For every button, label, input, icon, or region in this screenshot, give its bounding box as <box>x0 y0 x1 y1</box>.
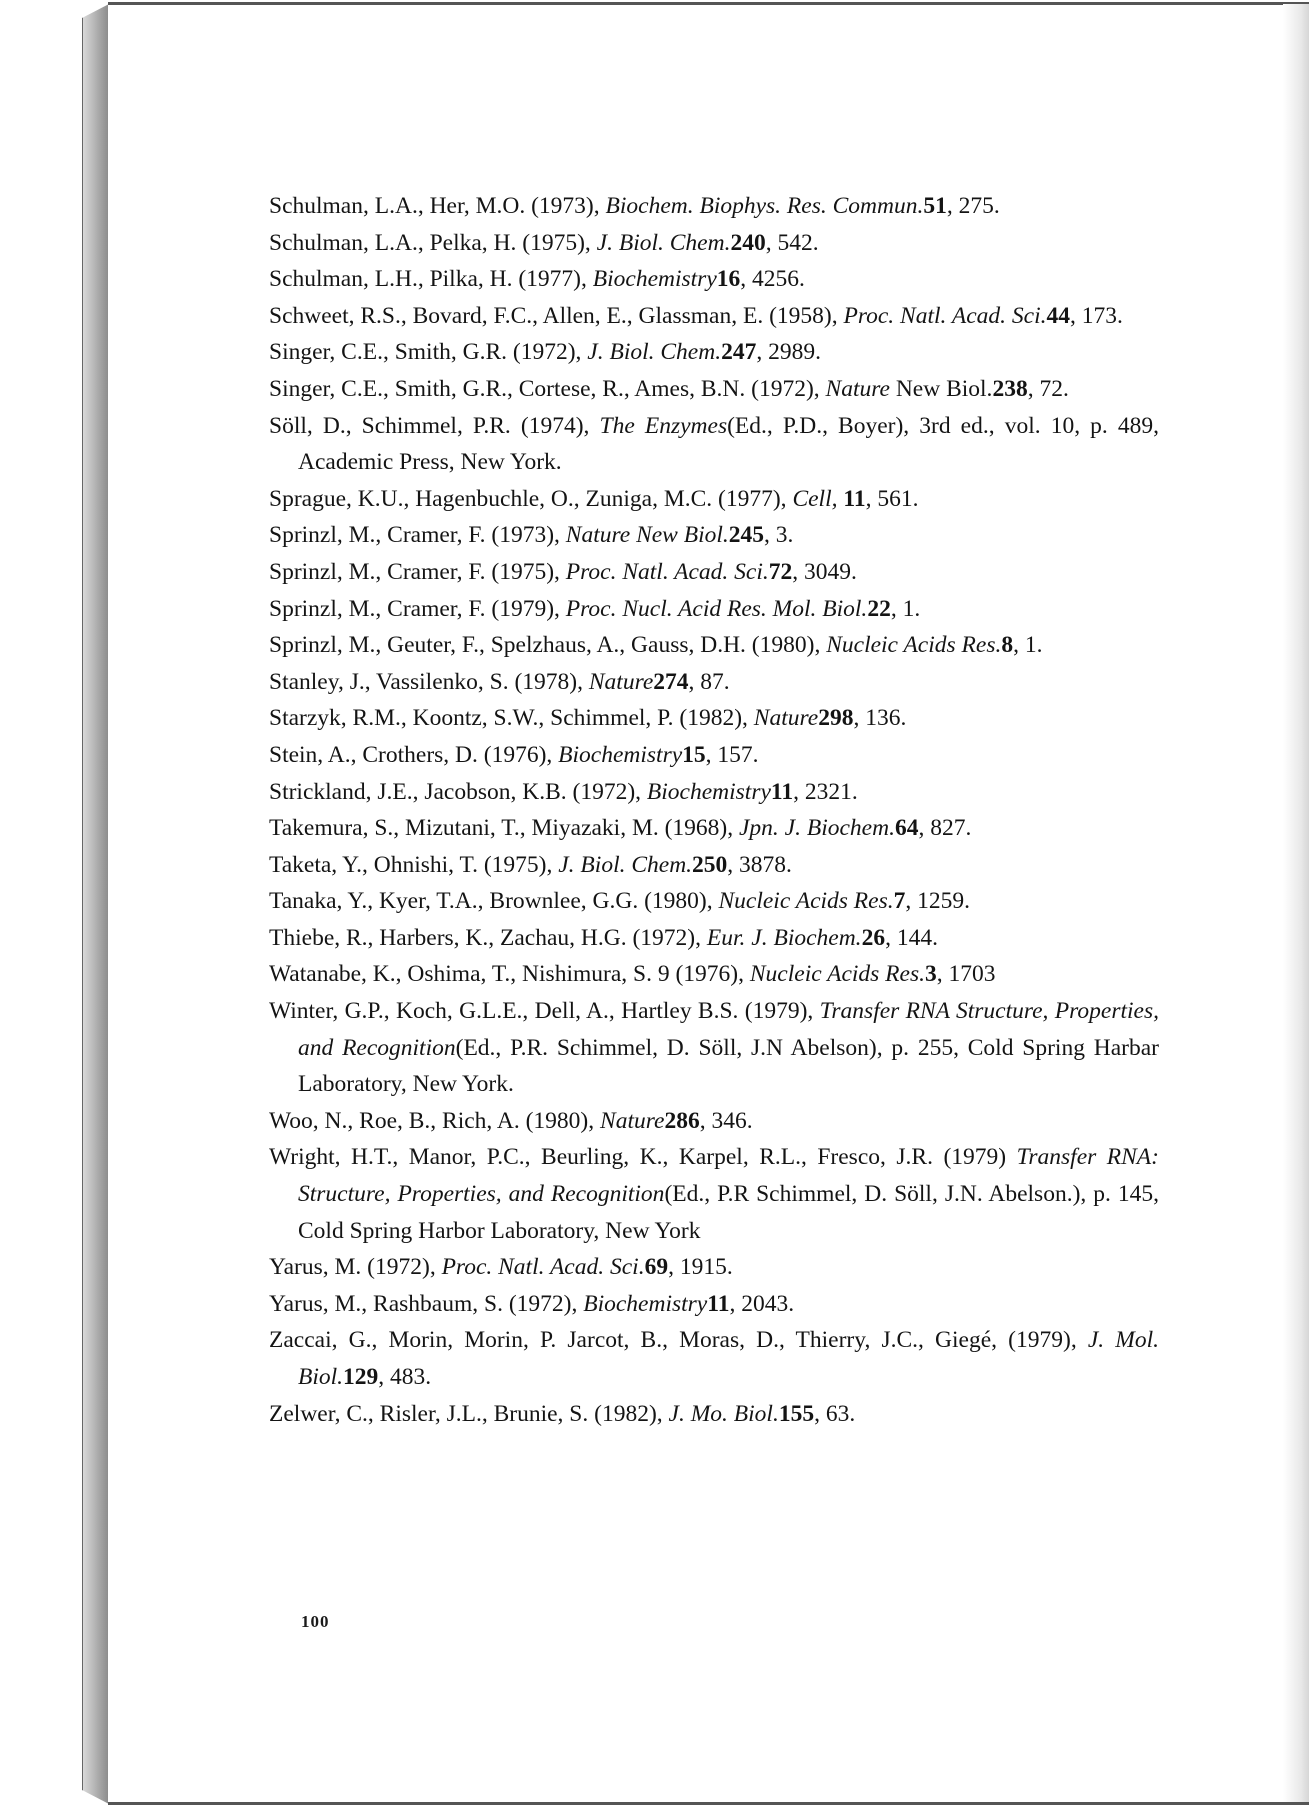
reference-volume: 155 <box>778 1400 815 1427</box>
reference-journal: J. Mol. Biol. <box>298 1327 1159 1390</box>
reference-journal: Proc. Natl. Acad. Sci. <box>843 302 1047 329</box>
reference-pages: , 3. <box>764 522 794 549</box>
reference-volume: 7 <box>893 888 906 915</box>
reference-entry <box>269 554 1159 591</box>
reference-pages: , 173. <box>1069 302 1123 329</box>
reference-entry <box>269 810 1159 847</box>
book-bottom-edge <box>108 1802 1309 1805</box>
reference-authors-year: Winter, G.P., Koch, G.L.E., Dell, A., Hartley B.S. (1979), <box>269 998 820 1025</box>
reference-authors-year: Stein, A., Crothers, D. (1976), <box>269 741 559 768</box>
reference-pages: , 144. <box>885 924 938 951</box>
reference-authors-year: Sprague, K.U., Hagenbuchle, O., Zuniga, M.C. (1977), <box>269 485 793 512</box>
reference-volume: 286 <box>664 1107 700 1134</box>
reference-authors-year: Sprinzl, M., Cramer, F. (1979), <box>269 595 566 622</box>
reference-journal: Proc. Nucl. Acid Res. Mol. Biol. <box>565 595 868 622</box>
reference-journal: Biochem. Biophys. Res. Commun. <box>605 193 924 219</box>
reference-volume: 11 <box>837 485 866 512</box>
reference-entry <box>269 261 1159 298</box>
reference-authors-year: Taketa, Y., Ohnishi, T. (1975), <box>269 851 559 878</box>
reference-details: (Ed., P.D., Boyer), 3rd ed., vol. 10, p. 489, Academic Press, New York. <box>298 412 1159 476</box>
reference-volume: 22 <box>867 595 891 622</box>
reference-volume: 245 <box>728 522 765 549</box>
reference-authors-year: Schweet, R.S., Bovard, F.C., Allen, E., Glassman, E. (1958), <box>269 302 844 329</box>
reference-entry <box>269 517 1159 554</box>
reference-authors-year: Schulman, L.A., Her, M.O. (1973), <box>269 193 606 219</box>
reference-pages: , 4256. <box>740 266 805 293</box>
reference-details: (Ed., P.R. Schimmel, D. Söll, J.N Abelson), p. 255, Cold Spring Harbar Laboratory, New York. <box>298 1034 1159 1098</box>
reference-entry <box>269 847 1159 884</box>
reference-entry <box>269 298 1159 335</box>
reference-volume: 240 <box>730 229 766 256</box>
reference-volume: 11 <box>770 778 794 805</box>
reference-authors-year: Woo, N., Roe, B., Rich, A. (1980), <box>269 1107 601 1134</box>
book-right-edge <box>1283 4 1309 1802</box>
reference-pages: , 1703 <box>936 961 996 988</box>
reference-authors-year: Zaccai, G., Morin, Morin, P. Jarcot, B., Moras, D., Thierry, J.C., Giegé, (1979), <box>269 1327 1088 1354</box>
reference-journal: Nucleic Acids Res. <box>826 632 1002 659</box>
reference-pages: , 1. <box>1013 632 1043 659</box>
reference-authors-year: Schulman, L.A., Pelka, H. (1975), <box>269 229 597 256</box>
reference-authors-year: Sprinzl, M., Geuter, F., Spelzhaus, A., Gauss, D.H. (1980), <box>269 632 827 659</box>
reference-authors-year: Thiebe, R., Harbers, K., Zachau, H.G. (1972), <box>269 924 707 951</box>
reference-entry <box>269 371 1159 408</box>
reference-volume: 8 <box>1001 632 1014 659</box>
reference-pages: , 561. <box>865 485 919 512</box>
reference-journal: Biochemistry <box>646 778 771 805</box>
reference-journal: Eur. J. Biochem. <box>706 924 862 951</box>
book-spine <box>82 4 109 1804</box>
reference-pages: , 72. <box>1027 375 1069 402</box>
reference-pages: , 1915. <box>668 1254 733 1281</box>
reference-authors-year: Yarus, M., Rashbaum, S. (1972), <box>269 1290 584 1317</box>
reference-entry <box>269 1286 1159 1323</box>
reference-volume: 44 <box>1046 302 1070 329</box>
reference-entry <box>269 774 1159 811</box>
reference-entry <box>269 1322 1159 1395</box>
reference-entry <box>269 1396 1159 1433</box>
reference-entry <box>269 188 1159 225</box>
reference-journal: Biochemistry <box>592 266 717 293</box>
reference-volume: 64 <box>894 815 919 842</box>
reference-journal: J. Biol. Chem. <box>587 339 722 366</box>
reference-journal: Jpn. J. Biochem. <box>739 815 895 842</box>
reference-volume: 51 <box>923 193 947 219</box>
reference-entry <box>269 225 1159 262</box>
reference-journal: Proc. Natl. Acad. Sci. <box>441 1254 645 1281</box>
reference-volume: 238 <box>992 375 1028 402</box>
reference-pages: , 275. <box>946 193 1000 219</box>
reference-pages: , 63. <box>814 1400 856 1427</box>
reference-authors-year: Söll, D., Schimmel, P.R. (1974), <box>269 412 600 439</box>
reference-authors-year: Singer, C.E., Smith, G.R., Cortese, R., Ames, B.N. (1972), <box>269 375 826 402</box>
reference-pages: , 827. <box>918 815 972 842</box>
reference-volume: 3 <box>925 961 937 988</box>
reference-pages: , 136. <box>853 705 907 732</box>
reference-journal: J. Mo. Biol. <box>668 1400 779 1427</box>
reference-pages: , 2043. <box>729 1290 795 1317</box>
reference-authors-year: Strickland, J.E., Jacobson, K.B. (1972), <box>269 778 647 805</box>
reference-authors-year: Tanaka, Y., Kyer, T.A., Brownlee, G.G. (1980), <box>269 888 719 915</box>
reference-entry <box>269 334 1159 371</box>
reference-authors-year: Singer, C.E., Smith, G.R. (1972), <box>269 339 588 366</box>
reference-authors-year: Stanley, J., Vassilenko, S. (1978), <box>269 668 589 695</box>
reference-journal: Transfer RNA: Structure, Properties, and Recognition <box>298 1144 1159 1208</box>
reference-entry <box>269 700 1159 737</box>
reference-authors-year: Zelwer, C., Risler, J.L., Brunie, S. (1982), <box>269 1400 669 1427</box>
reference-journal: J. Biol. Chem. <box>558 851 693 878</box>
reference-entry <box>269 883 1159 920</box>
reference-volume: 129 <box>343 1364 379 1390</box>
reference-journal: Nature New Biol. <box>565 522 729 549</box>
reference-journal: Nature <box>825 375 890 402</box>
reference-volume: 298 <box>818 705 854 732</box>
reference-volume: 26 <box>861 924 886 951</box>
reference-pages: , 2989. <box>756 339 821 366</box>
reference-entry <box>269 591 1159 628</box>
reference-entry <box>269 956 1159 993</box>
reference-authors-year: Sprinzl, M., Cramer, F. (1973), <box>269 522 566 549</box>
reference-list <box>269 188 1159 1432</box>
reference-entry <box>269 408 1159 481</box>
reference-entry <box>269 1139 1159 1249</box>
reference-volume: 274 <box>653 668 689 695</box>
reference-authors-year: Schulman, L.H., Pilka, H. (1977), <box>269 266 593 293</box>
reference-details: (Ed., P.R Schimmel, D. Söll, J.N. Abelson.), p. 145, Cold Spring Harbor Laboratory, New York <box>298 1181 1159 1244</box>
reference-entry <box>269 481 1159 518</box>
reference-entry <box>269 664 1159 701</box>
reference-authors-year: Wright, H.T., Manor, P.C., Beurling, K., Karpel, R.L., Fresco, J.R. (1979) <box>269 1144 1017 1171</box>
reference-pages: , 3049. <box>792 558 857 585</box>
reference-pages: , 542. <box>765 229 819 256</box>
reference-pages: , 87. <box>688 668 730 695</box>
reference-pages: , 483. <box>378 1364 432 1390</box>
reference-pages: , 1. <box>890 595 921 622</box>
reference-journal: Nature <box>600 1107 665 1134</box>
reference-volume: 250 <box>692 851 728 878</box>
reference-journal: Transfer RNA Structure, Properties, and Recognition <box>298 998 1159 1061</box>
reference-volume: 247 <box>721 339 757 366</box>
reference-entry <box>269 627 1159 664</box>
reference-authors-year: Sprinzl, M., Cramer, F. (1975), <box>269 558 566 585</box>
reference-authors-year: Starzyk, R.M., Koontz, S.W., Schimmel, P. (1982), <box>269 705 754 732</box>
reference-pages: , 346. <box>699 1107 753 1134</box>
reference-pages: , 2321. <box>793 778 858 805</box>
reference-authors-year: Takemura, S., Mizutani, T., Miyazaki, M. (1968), <box>269 815 739 842</box>
reference-volume: 72 <box>768 558 793 585</box>
reference-pages: , 3878. <box>727 851 792 878</box>
reference-journal: Cell, <box>792 485 838 512</box>
reference-journal: Biochemistry <box>583 1290 708 1317</box>
reference-authors-year: Watanabe, K., Oshima, T., Nishimura, S. 9 (1976), <box>269 961 750 988</box>
reference-pages: , 157. <box>705 741 759 768</box>
reference-journal: Proc. Natl. Acad. Sci. <box>565 558 769 585</box>
reference-pages: , 1259. <box>905 888 970 915</box>
reference-journal: The Enzymes <box>599 412 728 439</box>
reference-entry <box>269 993 1159 1103</box>
page-number: 100 <box>301 1612 330 1631</box>
reference-journal: Biochemistry <box>558 741 683 768</box>
reference-volume: 11 <box>707 1290 730 1317</box>
reference-volume: 15 <box>682 741 706 768</box>
reference-entry <box>269 1249 1159 1286</box>
reference-journal: Nucleic Acids Res. <box>718 888 894 915</box>
reference-entry <box>269 737 1159 774</box>
reference-journal: J. Biol. Chem. <box>596 229 731 256</box>
reference-entry <box>269 1103 1159 1140</box>
reference-authors-year: Yarus, M. (1972), <box>269 1254 442 1281</box>
reference-details: New Biol. <box>889 375 993 402</box>
reference-journal: Nucleic Acids Res. <box>749 961 925 988</box>
reference-entry <box>269 920 1159 957</box>
reference-journal: Nature <box>588 668 654 695</box>
reference-journal: Nature <box>753 705 819 732</box>
reference-volume: 69 <box>644 1254 669 1281</box>
reference-volume: 16 <box>716 266 741 293</box>
